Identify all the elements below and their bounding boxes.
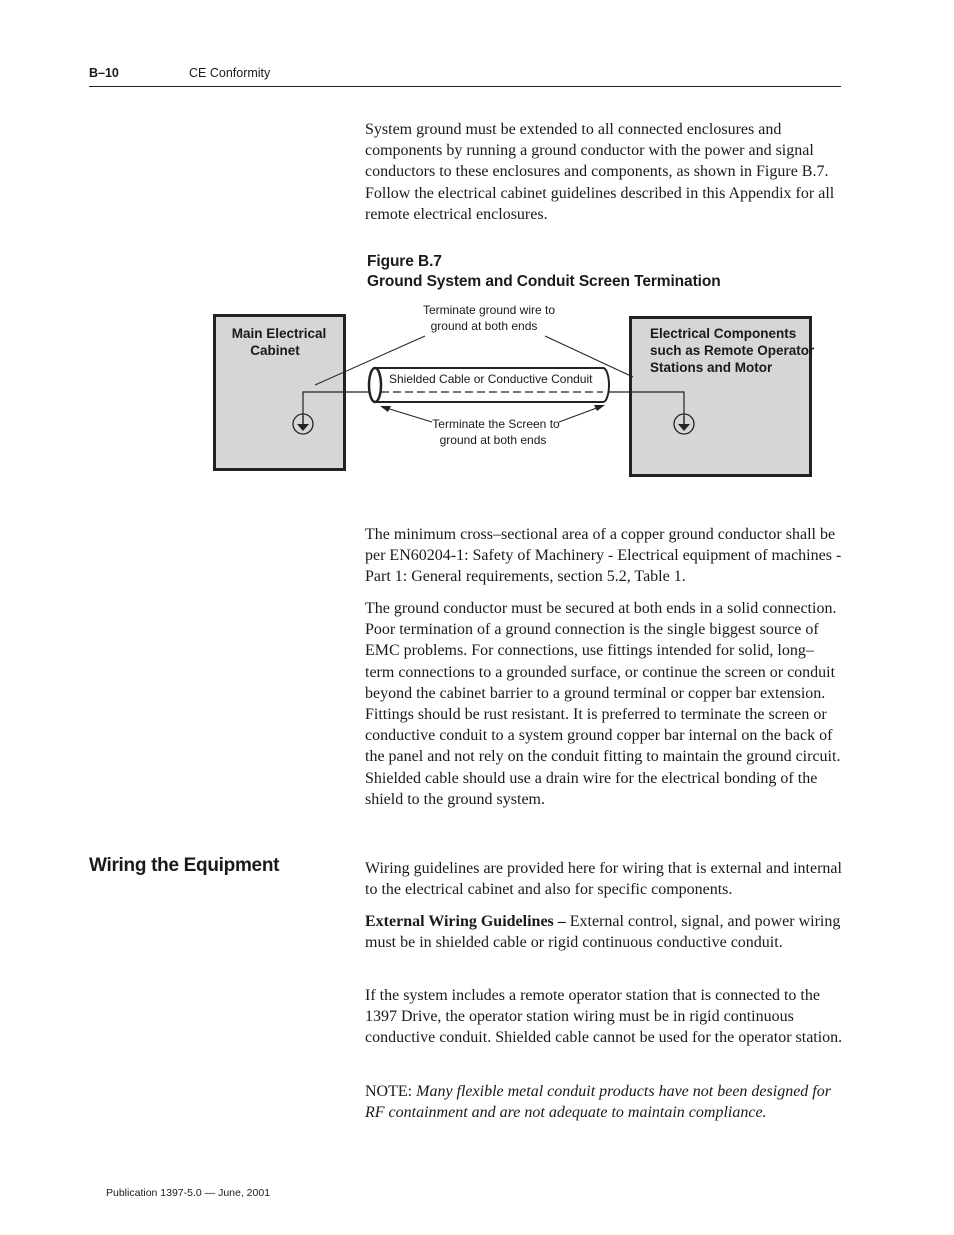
top-callout-line2: ground at both ends: [430, 319, 538, 333]
note-text: Many flexible metal conduit products have not been designed for RF containment and are not adequate to maintain compliance.: [365, 1083, 831, 1122]
external-wiring-text: External control, signal, and power wiring must be in shielded cable or rigid continuous conductive conduit.: [365, 913, 841, 952]
min-area-paragraph: The minimum cross–sectional area of a copper ground conductor shall be per EN60204-1: Safety of Machinery - Electrical equipment of machines - Part 1: General requirements, section 5.2, Table 1.: [365, 526, 842, 586]
external-wiring-label: External Wiring Guidelines –: [365, 913, 566, 930]
figure-title: Ground System and Conduit Screen Termination: [367, 273, 721, 290]
figure-caption: [367, 252, 721, 292]
bottom-callout-arrow-left: [380, 406, 432, 422]
remote-components-box: [631, 318, 811, 476]
figure-number: Figure B.7: [367, 253, 442, 270]
external-wiring-paragraph: [365, 911, 843, 953]
section-title: CE Conformity: [189, 66, 271, 80]
publication-footer: Publication 1397-5.0 — June, 2001: [106, 1187, 271, 1199]
top-callout-line1: Terminate ground wire to: [422, 303, 556, 317]
remote-components-label-3: Stations and Motor: [650, 360, 773, 375]
wiring-intro-paragraph: Wiring guidelines are provided here for wiring that is external and internal to the electrical cabinet and also for specific components.: [365, 860, 842, 899]
page-number: B–10: [89, 66, 119, 80]
remote-operator-paragraph: If the system includes a remote operator station that is connected to the 1397 Drive, the operator station wiring must be in rigid continuous conductive conduit. Shielded cable cannot be used for the operator station.: [365, 987, 843, 1047]
cable-label: Shielded Cable or Conductive Conduit: [389, 372, 593, 386]
wiring-section-heading: Wiring the Equipment: [89, 855, 280, 876]
remote-components-label-2: such as Remote Operator: [650, 343, 815, 358]
bottom-callout-line1: Terminate the Screen to: [432, 417, 560, 431]
bottom-callout-arrow-right: [559, 405, 605, 422]
header-rule: [89, 86, 841, 87]
note-paragraph: [365, 1081, 843, 1123]
bottom-callout-line2: ground at both ends: [439, 433, 547, 447]
remote-components-label-1: Electrical Components: [650, 326, 797, 341]
note-label: NOTE:: [365, 1083, 417, 1100]
ground-system-diagram: [205, 296, 825, 486]
main-cabinet-label-2: Cabinet: [250, 343, 300, 358]
ground-conductor-paragraph: The ground conductor must be secured at both ends in a solid connection. Poor termination of a ground connection is the single biggest source of EMC problems. For connections, use fittings intended for solid, long–term connections to a grounded surface, or continue the screen or conduit beyond the cabinet barrier to a ground terminal or copper bar extension. Fittings should be rust resistant. It is preferred to terminate the screen or conductive conduit to a system ground copper bar internal on the back of the panel and not rely on the conduit fitting to maintain the ground circuit. Shielded cable should use a drain wire for the electrical bonding of the shield to the ground system.: [365, 600, 841, 808]
cable-end-cap: [369, 368, 381, 402]
intro-paragraph: System ground must be extended to all connected enclosures and components by running a ground conductor with the power and signal conductors to these enclosures and components, as shown in Figure B.7. Follow the electrical cabinet guidelines described in this Appendix for all remote electrical enclosures.: [365, 121, 835, 223]
main-cabinet-label-1: Main Electrical: [231, 326, 327, 341]
